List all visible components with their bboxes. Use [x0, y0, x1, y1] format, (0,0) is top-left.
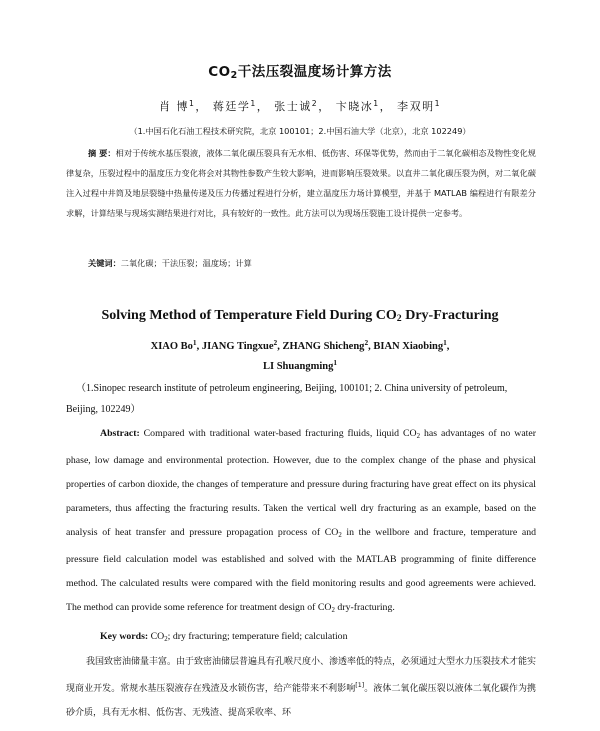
author-separator: ,	[368, 341, 374, 352]
cn-keywords	[88, 258, 252, 269]
cn-author: 李双明$^1$	[397, 99, 442, 113]
en-title	[0, 308, 600, 324]
author-separator: ,	[196, 341, 202, 352]
citation-ref[interactable]: [1]	[355, 682, 365, 689]
author-separator: ，	[379, 100, 393, 113]
cn-keywords-text: 二氧化碳；干法压裂；温度场；计算	[120, 258, 252, 268]
en-author: XIAO Bo$^1$	[150, 338, 197, 352]
cn-abstract-label: 摘 要：	[88, 148, 116, 158]
en-author: LI Shuangming$^1$	[263, 358, 337, 372]
cn-body-paragraph: 我国致密油储量丰富。由于致密油储层普遍具有孔喉尺度小、渗透率低的特点，必须通过大型水力压裂技术才能实现商业开发。常规水基压裂液存在残渣及水锁伤害，给产能带来不利影响[1]。液体二氧化碳压裂以液体二氧化碳作为携砂介质，具有无水相、低伤害、无残渣、提高采收率、环	[66, 657, 537, 718]
cn-author: 蒋廷学$^1$	[212, 99, 257, 113]
author-separator: ，	[195, 100, 208, 113]
cn-author: 肖 博$^1$	[158, 99, 196, 113]
cn-affiliation: （1.中国石化石油工程技术研究院，北京 100101；2.中国石油大学（北京），北京 102249）	[129, 126, 471, 136]
author-separator: ，	[256, 100, 270, 113]
cn-author: 张士诚$^2$	[274, 99, 319, 113]
cn-abstract-text: 相对于传统水基压裂液，液体二氧化碳压裂具有无水相、低伤害、环保等优势，然而由于二氧化碳相态及物性变化规律复杂，压裂过程中的温度压力变化将会对其物性参数产生较大影响，进而影响压裂效果。以直井二氧化碳压裂为例，对二氧化碳注入过程中井筒及地层裂缝中热量传递及压力传播过程进行分析，建立温度压力场计算模型，并基于 MATLAB 编程进行有限差分求解，计算结果与现场实测结果进行对比，具有较好的一致性。此方法可以为现场压裂施工设计提供一定参考。	[66, 148, 536, 218]
author-separator: ,	[446, 341, 450, 352]
en-author: BIAN Xiaobing$^1$	[373, 338, 447, 352]
en-author: JIANG Tingxue$^2$	[201, 338, 278, 352]
cn-abstract	[66, 143, 536, 223]
en-abstract: Abstract: Compared with traditional water-based fracturing fluids, liquid $CO_2$ has advantages of no water phase, low damage and environmental protection. However, due to the complex change of the phase and physical properties of carbon dioxide, the changes of temperature and pressure during fracturing have great effect on its physical parameters, thus affecting the fracturing results. Taken the vertical well dry fracturing as an example, based on the analysis of heat transfer and pressure propagation process of $CO_2$ in the wellbore and fracture, temperature and pressure field calculation model was established and solved with the MATLAB programming of finite difference method. The calculated results were compared with the field monitoring results and good agreements were achieved. The method can provide some reference for treatment design of $CO_2$ dry-fracturing.	[66, 428, 537, 614]
author-separator: ，	[318, 100, 331, 113]
en-title-subscript: 2	[396, 313, 402, 324]
en-authors-line2	[0, 358, 600, 372]
en-authors	[0, 338, 600, 352]
en-title-text: Solving Method of Temperature Field During CO	[101, 308, 397, 323]
en-abstract-label: Abstract:	[100, 428, 140, 439]
cn-authors	[0, 98, 600, 114]
en-author: ZHANG Shicheng$^2$	[282, 338, 369, 352]
cn-author: 卞晓冰$^1$	[335, 99, 380, 113]
en-keywords-label: Key words:	[100, 631, 149, 642]
cn-title-text: CO	[208, 64, 231, 80]
cn-title-subscript: 2	[230, 70, 238, 81]
cn-title-text-rest: 干法压裂温度场计算方法	[237, 64, 392, 80]
en-title-text-rest: Dry-Fracturing	[401, 308, 499, 323]
cn-title	[0, 60, 600, 81]
cn-keywords-label: 关键词：	[88, 258, 121, 268]
en-keywords: Key words: $CO_2$; dry fracturing; temperature field; calculation	[100, 631, 348, 643]
en-affiliation: （1.Sinopec research institute of petroleum engineering, Beijing, 100101; 2. China university of petroleum, Beijing, 102249）	[66, 383, 508, 415]
author-separator: ,	[277, 341, 283, 352]
